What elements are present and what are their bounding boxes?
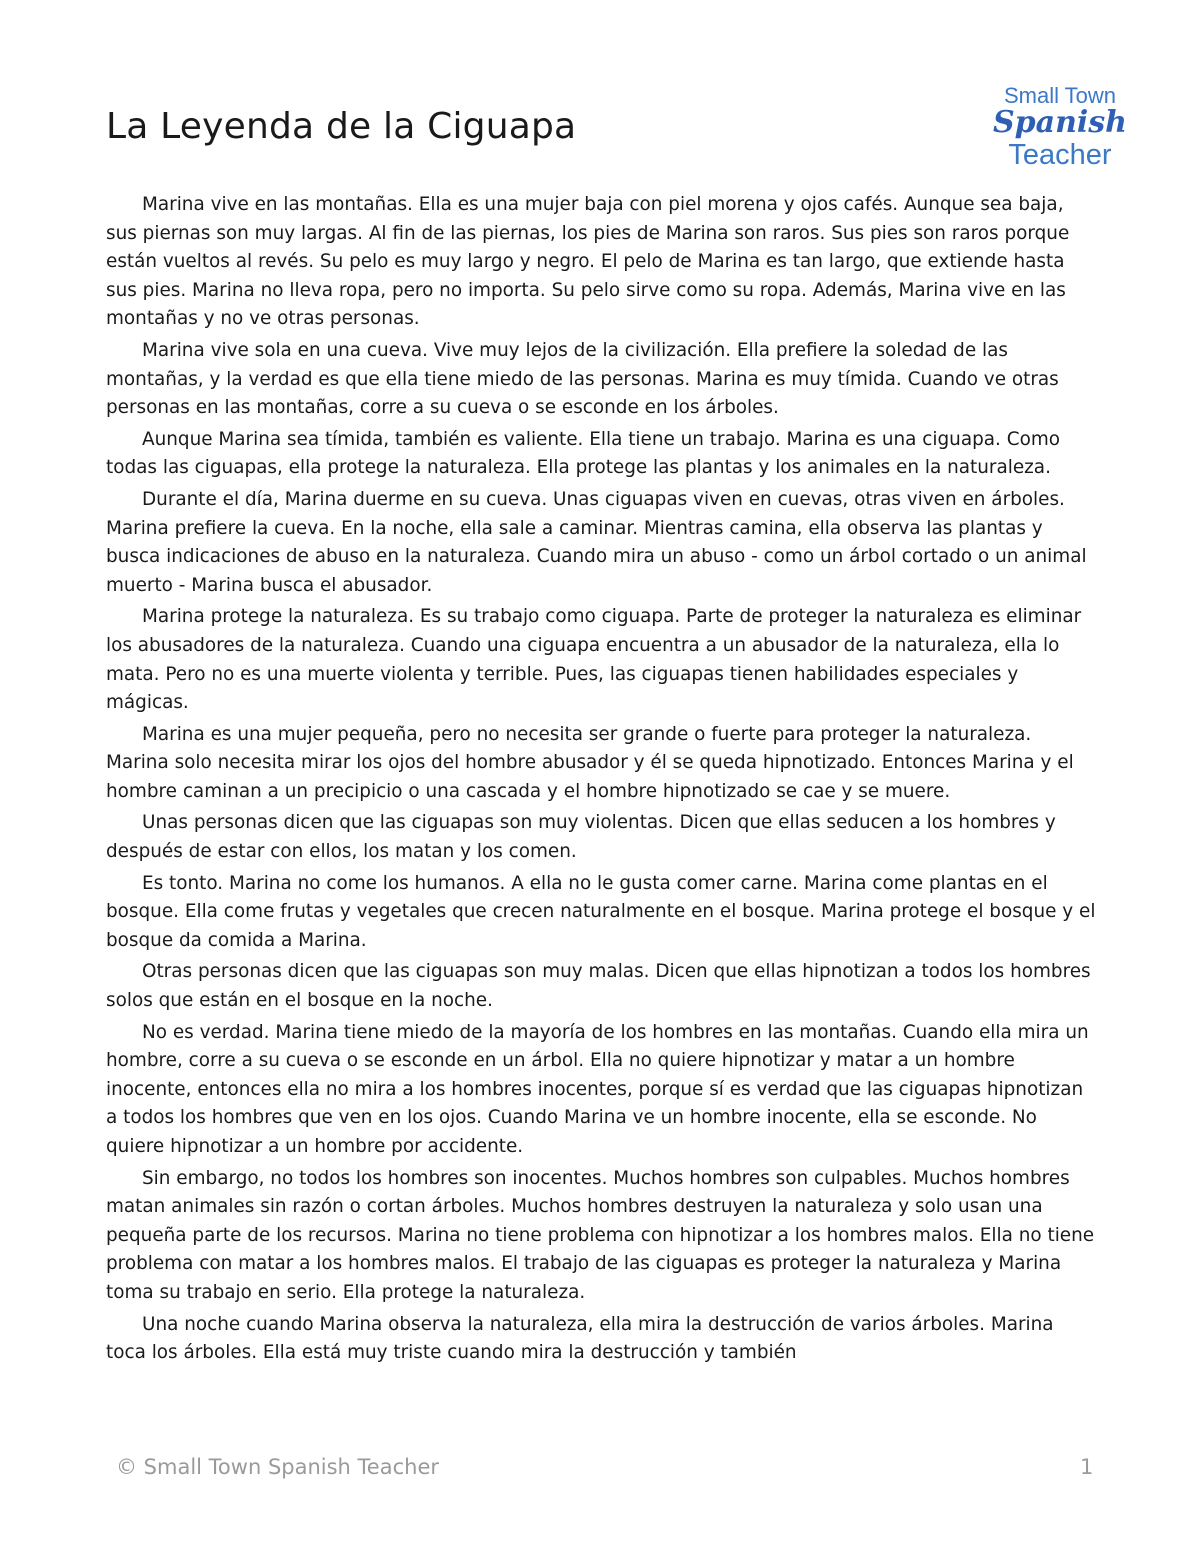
brand-logo (980, 84, 1140, 170)
paragraph: Sin embargo, no todos los hombres son inocentes. Muchos hombres son culpables. Muchos hombres matan animales sin razón o cortan árboles. Muchos hombres destruyen la naturaleza y solo usan una pequeña parte de los recursos. Marina no tiene problema con hipnotizar a los hombres malos. Ella no tiene problema con matar a los hombres malos. El trabajo de las ciguapas es proteger la naturaleza y Marina toma su trabajo en serio. Ella protege la naturaleza. (106, 1167, 1095, 1303)
paragraph: Otras personas dicen que las ciguapas son muy malas. Dicen que ellas hipnotizan a todos los hombres solos que están en el bosque en la noche. (106, 961, 1091, 1012)
paragraph: Aunque Marina sea tímida, también es valiente. Ella tiene un trabajo. Marina es una ciguapa. Como todas las ciguapas, ella protege la naturaleza. Ella protege las plantas y los animales en la naturaleza. (106, 428, 1060, 479)
page-title: La Leyenda de la Ciguapa (106, 106, 577, 147)
paragraph: Marina es una mujer pequeña, pero no necesita ser grande o fuerte para proteger la naturaleza. Marina solo necesita mirar los ojos del hombre abusador y él se queda hipnotizado. Entonces Marina y el hombre caminan a un precipicio o una cascada y el hombre hipnotizado se cae y se muere. (106, 723, 1074, 802)
paragraph: Unas personas dicen que las ciguapas son muy violentas. Dicen que ellas seducen a los hombres y después de estar con ellos, los matan y los comen. (106, 812, 1056, 863)
footer-copyright: © Small Town Spanish Teacher (116, 1455, 439, 1479)
paragraph: Es tonto. Marina no come los humanos. A ella no le gusta comer carne. Marina come plantas en el bosque. Ella come frutas y vegetales que crecen naturalmente en el bosque. Marina protege el bosque y el bosque da comida a Marina. (106, 872, 1096, 951)
page-number: 1 (1080, 1455, 1094, 1479)
story-body (106, 191, 1096, 1371)
paragraph: Marina protege la naturaleza. Es su trabajo como ciguapa. Parte de proteger la naturaleza es eliminar los abusadores de la naturaleza. Cuando una ciguapa encuentra a un abusador de la naturaleza, ella lo mata. Pero no es una muerte violenta y terrible. Pues, las ciguapas tienen habilidades especiales y mágicas. (106, 606, 1082, 714)
logo-line-1: Small Town (1003, 83, 1117, 108)
paragraph: Durante el día, Marina duerme en su cueva. Unas ciguapas viven en cuevas, otras viven en árboles. Marina prefiere la cueva. En la noche, ella sale a caminar. Mientras camina, ella observa las plantas y busca indicaciones de abuso en la naturaleza. Cuando mira un abuso - como un árbol cortado o un animal muerto - Marina busca el abusador. (106, 488, 1087, 596)
paragraph: Marina vive sola en una cueva. Vive muy lejos de la civilización. Ella prefiere la soledad de las montañas, y la verdad es que ella tiene miedo de las personas. Marina es muy tímida. Cuando ve otras personas en las montañas, corre a su cueva o se esconde en los árboles. (106, 339, 1059, 419)
paragraph: No es verdad. Marina tiene miedo de la mayoría de los hombres en las montañas. Cuando ella mira un hombre, corre a su cueva o se esconde en un árbol. Ella no quiere hipnotizar y matar a un hombre inocente, entonces ella no mira a los hombres inocentes, porque sí es verdad que las ciguapas hipnotizan a todos los hombres que ven en los ojos. Cuando Marina ve un hombre inocente, ella se esconde. No quiere hipnotizar a un hombre por accidente. (106, 1021, 1089, 1157)
logo-line-2: Spanish (993, 105, 1127, 140)
paragraph: Marina vive en las montañas. Ella es una mujer baja con piel morena y ojos cafés. Aunque sea baja, sus piernas son muy largas. Al fin de las piernas, los pies de Marina son raros. Sus pies son raros porque están vueltos al revés. Su pelo es muy largo y negro. El pelo de Marina es tan largo, que extiende hasta sus pies. Marina no lleva ropa, pero no importa. Su pelo sirve como su ropa. Además, Marina vive en las montañas y no ve otras personas. (106, 194, 1070, 330)
paragraph: Una noche cuando Marina observa la naturaleza, ella mira la destrucción de varios árboles. Marina toca los árboles. Ella está muy triste cuando mira la destrucción y también (106, 1313, 1054, 1364)
logo-line-3: Teacher (1008, 139, 1112, 171)
